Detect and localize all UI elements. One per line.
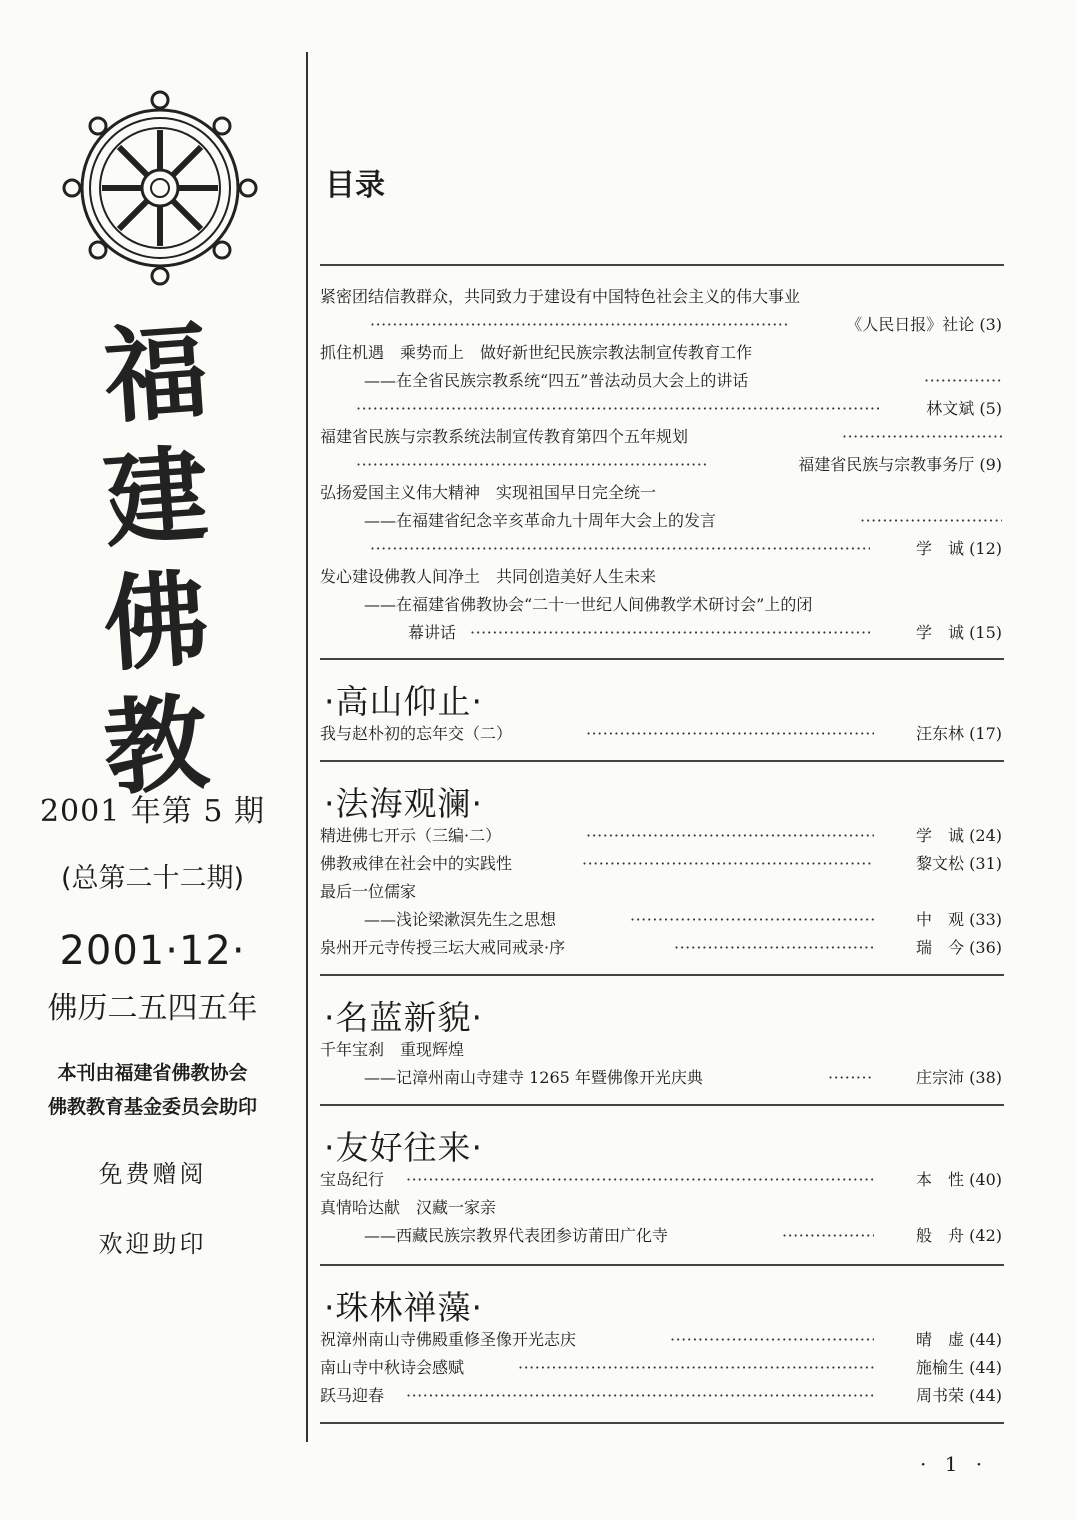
entry-author-page [916, 1326, 1002, 1354]
dot-leader [356, 395, 882, 423]
entry-title: 真情哈达献 汉藏一家亲 [320, 1198, 497, 1217]
dot-leader [406, 1382, 874, 1410]
section-title: ·珠林禅藻· [324, 1288, 483, 1327]
entry-author-page [926, 395, 1002, 423]
entry-page: (44) [969, 1386, 1002, 1405]
dot-leader [674, 934, 874, 962]
divider [320, 760, 1004, 762]
section-title: ·高山仰止· [324, 682, 483, 721]
toc-entry[interactable] [320, 1326, 1002, 1354]
dot-leader [828, 1064, 874, 1092]
entry-author-page [846, 311, 1002, 339]
entry-page: (31) [969, 854, 1002, 873]
free-notice: 免费赠阅 [98, 1160, 207, 1188]
entry-page: (36) [969, 938, 1002, 957]
toc-entry[interactable] [320, 720, 1002, 748]
entry-title: 南山寺中秋诗会感赋 [320, 1358, 465, 1377]
toc-entry-title[interactable] [320, 1036, 1002, 1064]
total-issue: (总第二十二期) [60, 863, 245, 894]
entry-page: (17) [969, 724, 1002, 743]
entry-page: (40) [969, 1170, 1002, 1189]
toc-entry-leader[interactable] [320, 311, 1002, 339]
divider [320, 264, 1004, 266]
divider [320, 1264, 1004, 1266]
entry-subtitle: ——浅论梁漱溟先生之思想 [364, 910, 557, 929]
masthead-title [96, 308, 216, 811]
entry-title: 宝岛纪行 [320, 1170, 385, 1189]
entry-subtitle: 幕讲话 [408, 623, 457, 642]
entry-author: 施榆生 [916, 1358, 965, 1377]
dot-leader [630, 906, 874, 934]
toc-title: 目录 [325, 168, 385, 203]
entry-title: 发心建设佛教人间净土 共同创造美好人生未来 [320, 567, 657, 586]
toc-entry[interactable] [320, 934, 1002, 962]
entry-author: 学 诚 [916, 623, 965, 642]
dot-leader [582, 850, 874, 878]
entry-author-page [916, 1222, 1002, 1250]
dot-leader [518, 1354, 874, 1382]
dot-leader [470, 619, 870, 647]
section-title: ·名蓝新貌· [324, 998, 483, 1037]
entry-author: 周书荣 [916, 1386, 965, 1405]
masthead-char: 教 [99, 680, 213, 811]
entry-author: 晴 虚 [916, 1330, 965, 1349]
entry-subtitle: ——记漳州南山寺建寺 1265 年暨佛像开光庆典 [364, 1068, 703, 1087]
entry-title: 千年宝刹 重现辉煌 [320, 1040, 465, 1059]
dot-leader [356, 451, 706, 479]
entry-page: (44) [969, 1330, 1002, 1349]
welcome-notice: 欢迎助印 [98, 1230, 207, 1258]
toc-entry-subtitle[interactable] [320, 591, 1002, 619]
entry-page: (3) [979, 315, 1002, 334]
entry-subtitle: ——在福建省纪念辛亥革命九十周年大会上的发言 [364, 511, 717, 530]
section-title: ·友好往来· [324, 1128, 483, 1167]
divider [320, 974, 1004, 976]
entry-subtitle: ——西藏民族宗教界代表团参访莆田广化寺 [364, 1226, 669, 1245]
dot-leader [370, 535, 870, 563]
entry-title: 佛教戒律在社会中的实践性 [320, 854, 513, 873]
divider [320, 658, 1004, 660]
toc-entry[interactable] [320, 1382, 1002, 1410]
entry-title: 弘扬爱国主义伟大精神 实现祖国早日完全统一 [320, 483, 657, 502]
entry-author-page [916, 1064, 1002, 1092]
issue-number: 2001 年第 5 期 [39, 794, 266, 829]
toc-entry-leader[interactable] [320, 395, 1002, 423]
dot-leader [842, 423, 1002, 451]
entry-author: 学 诚 [916, 826, 965, 845]
toc-entry-title[interactable] [320, 283, 1002, 311]
entry-author-page [916, 720, 1002, 748]
buddhist-year: 佛历二五四五年 [47, 991, 258, 1026]
dot-leader [670, 1326, 874, 1354]
entry-title: 抓住机遇 乘势而上 做好新世纪民族宗教法制宣传教育工作 [320, 343, 753, 362]
entry-title: 跃马迎春 [320, 1386, 385, 1405]
entry-title: 我与赵朴初的忘年交（二） [320, 724, 513, 743]
dharma-wheel-icon [60, 88, 260, 298]
entry-title: 紧密团结信教群众，共同致力于建设有中国特色社会主义的伟大事业 [320, 287, 801, 306]
entry-author: 本 性 [916, 1170, 965, 1189]
entry-author-page [916, 535, 1002, 563]
entry-author-page [798, 451, 1002, 479]
entry-author-page [916, 850, 1002, 878]
toc-entry-subtitle[interactable] [320, 507, 1002, 535]
toc-entry-title[interactable] [320, 1194, 1002, 1222]
toc-entry-title[interactable] [320, 878, 1002, 906]
entry-title: 泉州开元寺传授三坛大戒同戒录·序 [320, 938, 566, 957]
entry-author: 庄宗沛 [916, 1068, 965, 1087]
entry-page: (5) [979, 399, 1002, 418]
entry-page: (9) [979, 455, 1002, 474]
masthead-column [0, 0, 305, 1520]
entry-author: 福建省民族与宗教事务厅 [798, 455, 975, 474]
entry-page: (33) [969, 910, 1002, 929]
toc-entry[interactable] [320, 850, 1002, 878]
entry-author: 黎文松 [916, 854, 965, 873]
publish-date: 2001·12· [59, 928, 246, 974]
entry-page: (12) [969, 539, 1002, 558]
entry-author-page [916, 619, 1002, 647]
entry-author-page [916, 906, 1002, 934]
entry-title: 福建省民族与宗教系统法制宣传教育第四个五年规划 [320, 427, 689, 446]
sponsor-line: 佛教教育基金委员会助印 [47, 1096, 257, 1118]
entry-title: 精进佛七开示（三编·二） [320, 826, 502, 845]
section-title: ·法海观澜· [324, 784, 483, 823]
dot-leader [586, 822, 874, 850]
entry-author-page [916, 1382, 1002, 1410]
dot-leader [782, 1222, 874, 1250]
entry-author: 汪东林 [916, 724, 965, 743]
entry-author-page [916, 934, 1002, 962]
divider [320, 1422, 1004, 1424]
toc-entry-title[interactable] [320, 563, 1002, 591]
dot-leader [406, 1166, 874, 1194]
sponsor-line: 本刊由福建省佛教协会 [57, 1062, 248, 1084]
divider [320, 1104, 1004, 1106]
entry-title: 祝漳州南山寺佛殿重修圣像开光志庆 [320, 1330, 577, 1349]
toc-entry-subtitle[interactable] [320, 367, 1002, 395]
toc-entry-subtitle[interactable] [320, 906, 1002, 934]
toc-entry-leader[interactable] [320, 535, 1002, 563]
toc-entry[interactable] [320, 1166, 1002, 1194]
entry-subtitle: ——在福建省佛教协会“二十一世纪人间佛教学术研讨会”上的闭 [364, 595, 813, 614]
toc-entry[interactable] [320, 822, 1002, 850]
masthead-char: 建 [99, 432, 213, 563]
toc-entry-leader[interactable] [320, 451, 1002, 479]
entry-page: (15) [969, 623, 1002, 642]
page-number: · 1 · [920, 1452, 989, 1476]
entry-author-page [916, 1354, 1002, 1382]
entry-title: 最后一位儒家 [320, 882, 417, 901]
entry-author-page [916, 1166, 1002, 1194]
entry-author: 《人民日报》社论 [846, 315, 975, 334]
dot-leader [370, 311, 788, 339]
entry-author: 瑞 今 [916, 938, 965, 957]
toc-entry-title[interactable] [320, 423, 1002, 451]
dot-leader [860, 507, 1002, 535]
entry-page: (42) [969, 1226, 1002, 1245]
entry-page: (38) [969, 1068, 1002, 1087]
masthead-char: 福 [99, 308, 213, 439]
toc-entry-leader[interactable] [320, 619, 1002, 647]
column-divider [306, 52, 308, 1442]
toc-entry-subtitle[interactable] [320, 1222, 1002, 1250]
toc-column [320, 0, 1006, 1520]
masthead-char: 佛 [99, 556, 213, 687]
dot-leader [586, 720, 874, 748]
entry-page: (44) [969, 1358, 1002, 1377]
entry-author: 般 舟 [916, 1226, 965, 1245]
entry-author-page [916, 822, 1002, 850]
toc-entry-title[interactable] [320, 479, 1002, 507]
dot-leader [924, 367, 1002, 395]
entry-subtitle: ——在全省民族宗教系统“四五”普法动员大会上的讲话 [364, 371, 749, 390]
toc-entry-subtitle[interactable] [320, 1064, 1002, 1092]
entry-author: 学 诚 [916, 539, 965, 558]
entry-author: 中 观 [916, 910, 965, 929]
entry-page: (24) [969, 826, 1002, 845]
entry-author: 林文斌 [926, 399, 975, 418]
toc-entry-title[interactable] [320, 339, 1002, 367]
toc-entry[interactable] [320, 1354, 1002, 1382]
